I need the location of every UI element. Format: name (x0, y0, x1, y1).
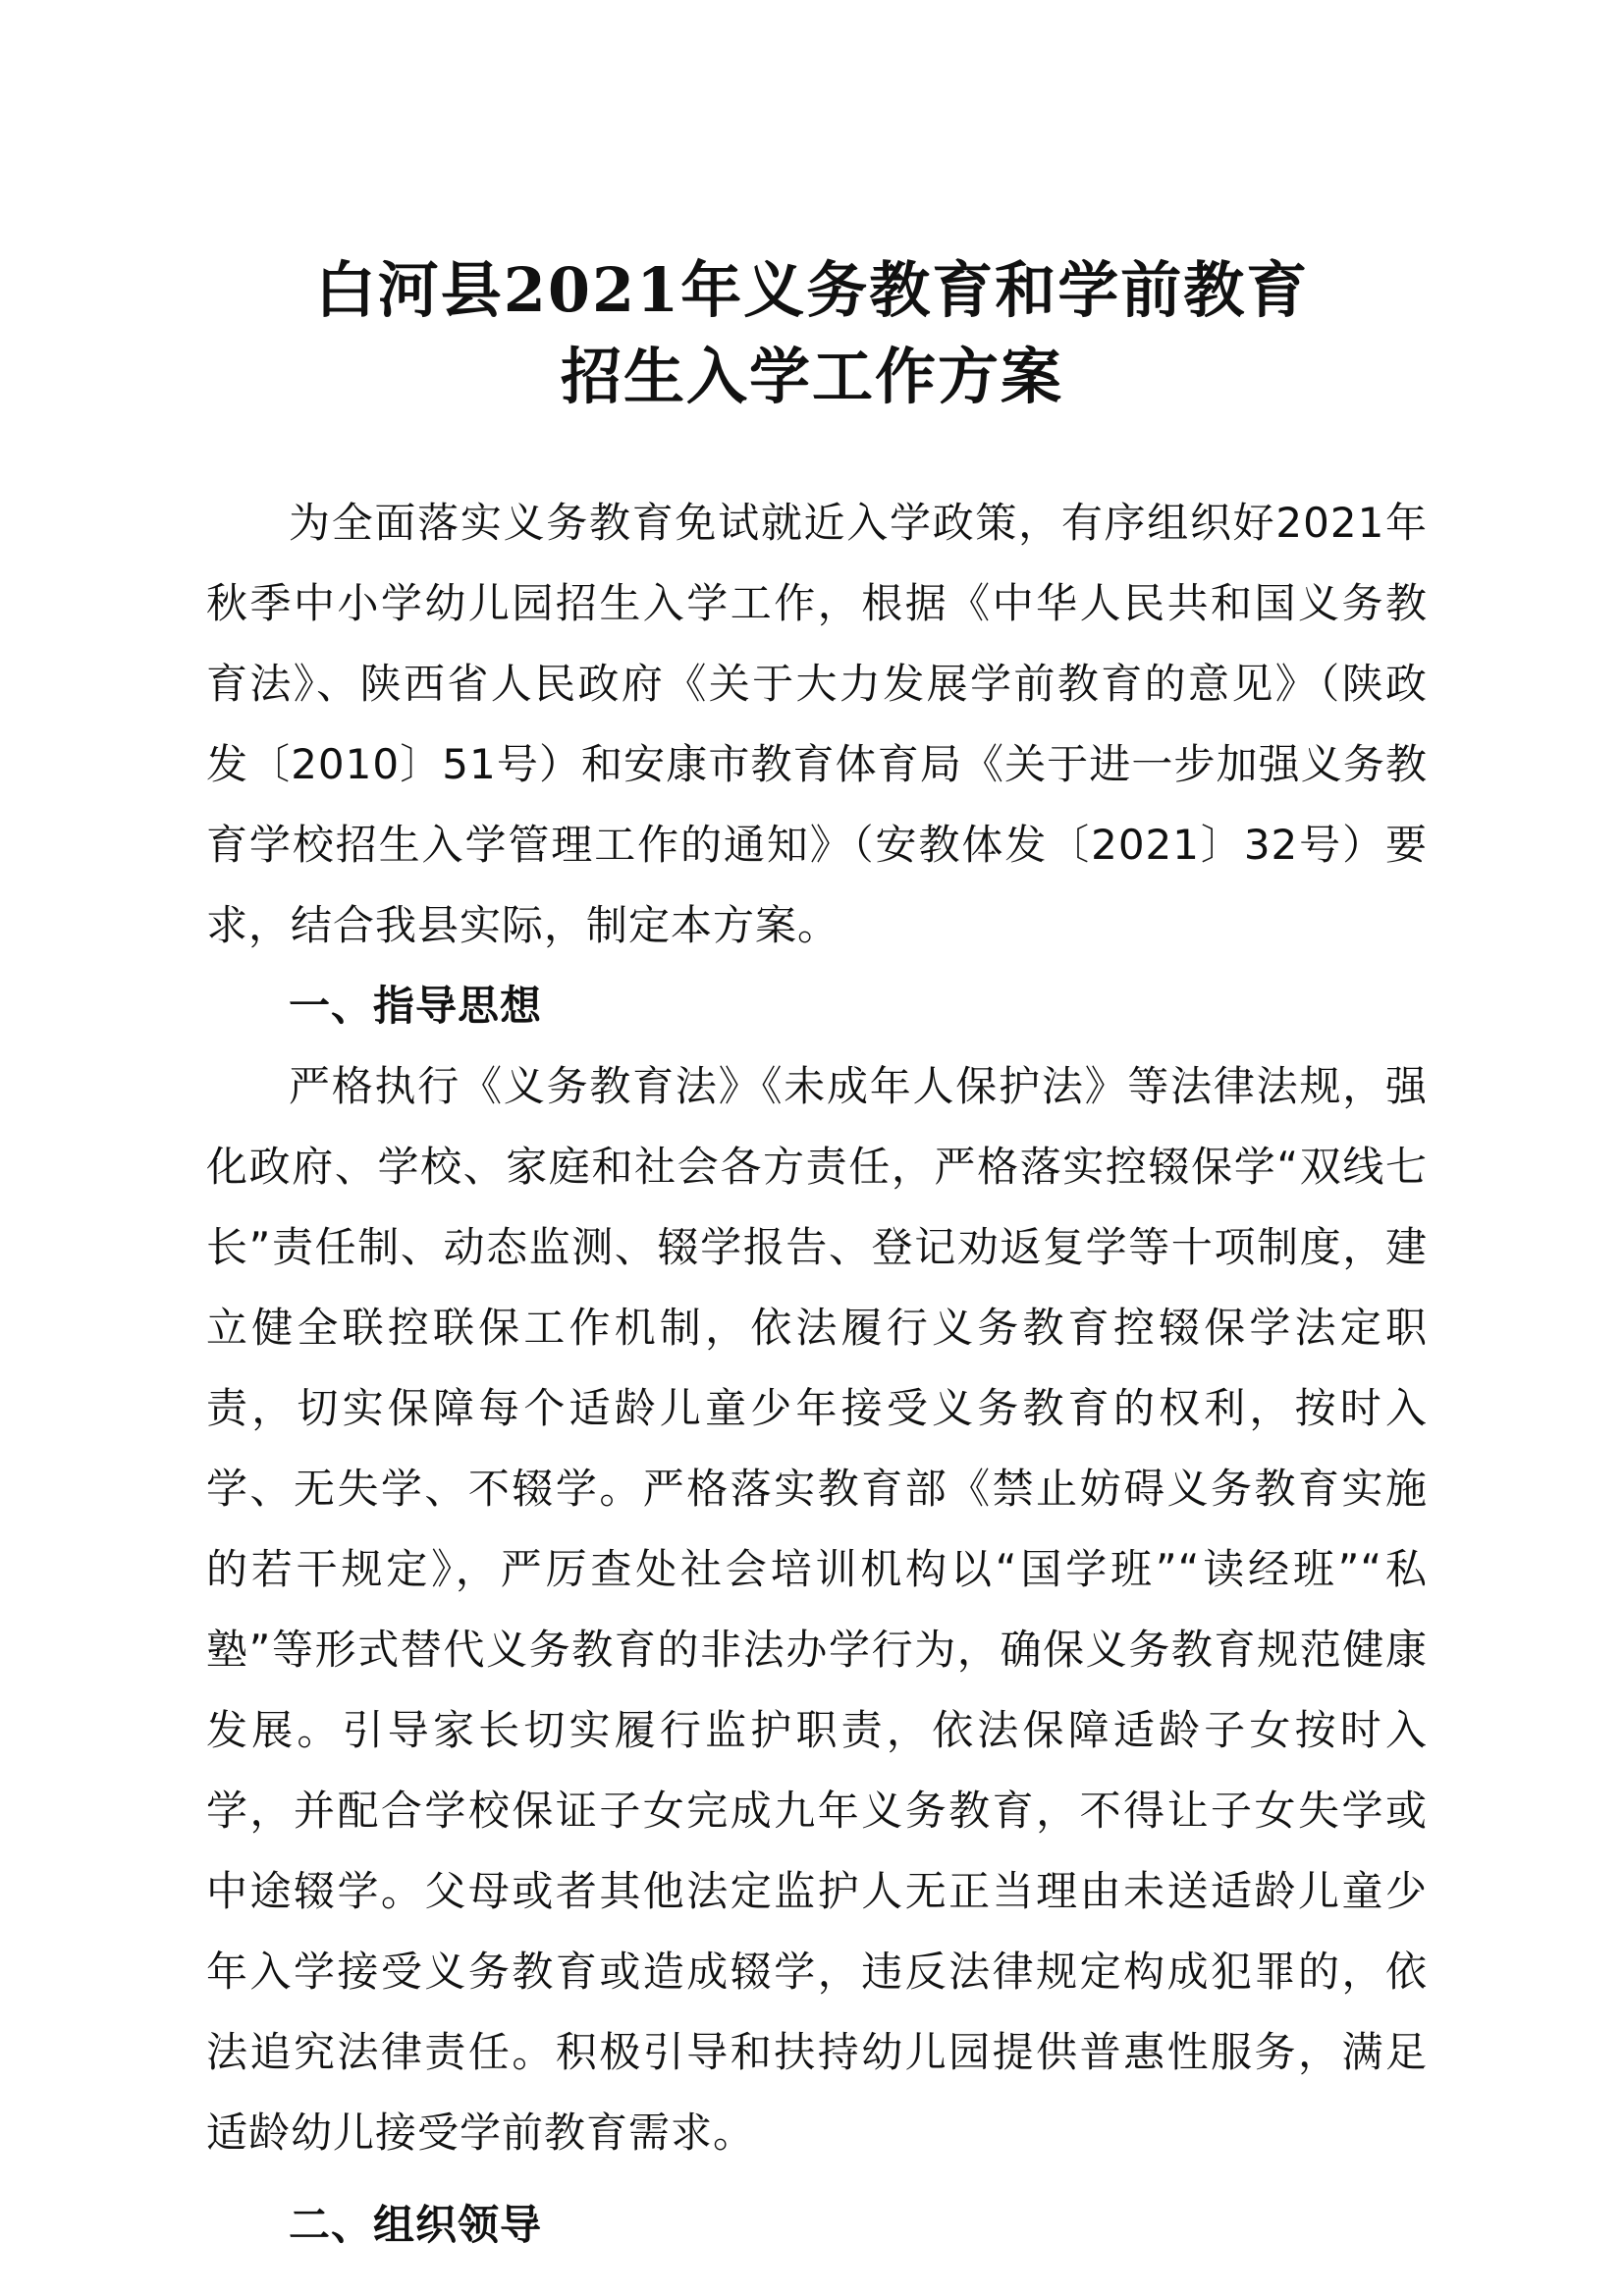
section-2-heading: 二、组织领导 (289, 2201, 543, 2249)
document-title-line-1: 白河县2021年义务教育和学前教育 (314, 254, 1310, 326)
section-1-heading: 一、指导思想 (289, 982, 543, 1030)
section-1-paragraph: 严格执行《义务教育法》《未成年人保护法》等法律法规，强化政府、学校、家庭和社会各方责任，严格落实控辍保学“双线七长”责任制、动态监测、辍学报告、登记劝返复学等十项制度，建立健全联控联保工作机制，依法履行义务教育控辍保学法定职责，切实保障每个适龄儿童少年接受义务教育的权利，按时入学、无失学、不辍学。严格落实教育部《禁止妨碍义务教育实施的若干规定》，严厉查处社会培训机构以“国学班”“读经班”“私塾”等形式替代义务教育的非法办学行为，确保义务教育规范健康发展。引导家长切实履行监护职责，依法保障适龄子女按时入学，并配合学校保证子女完成九年义务教育，不得让子女失学或中途辍学。父母或者其他法定监护人无正当理由未送适龄儿童少年入学接受义务教育或造成辍学，违反法律规定构成犯罪的，依法追究法律责任。积极引导和扶持幼儿园提供普惠性服务，满足适龄幼儿接受学前教育需求。 (206, 1062, 1428, 2157)
intro-paragraph: 为全面落实义务教育免试就近入学政策，有序组织好2021年秋季中小学幼儿园招生入学工作，根据《中华人民共和国义务教育法》、陕西省人民政府《关于大力发展学前教育的意见》（陕政发〔2010〕51号）和安康市教育体育局《关于进一步加强义务教育学校招生入学管理工作的通知》（安教体发〔2021〕32号）要求，结合我县实际，制定本方案。 (206, 499, 1428, 949)
document-body (206, 483, 1428, 2266)
document-title-line-2: 招生入学工作方案 (560, 341, 1063, 412)
